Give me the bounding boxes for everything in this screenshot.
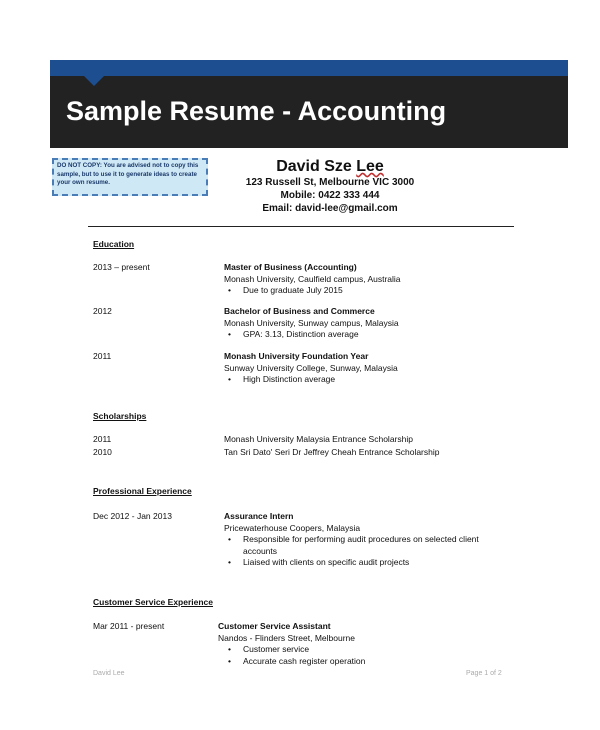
education-entry <box>224 262 514 297</box>
list-item: • Liaised with clients on specific audit projects <box>224 557 514 569</box>
school: Sunway University College, Sunway, Malaysia <box>224 362 398 373</box>
experience-date: Dec 2012 - Jan 2013 <box>93 511 172 521</box>
school: Monash University, Sunway campus, Malaysia <box>224 317 399 328</box>
company: Pricewaterhouse Coopers, Malaysia <box>224 522 361 533</box>
page-title: Sample Resume - Accounting <box>66 96 447 126</box>
job-role: Assurance Intern <box>224 511 294 521</box>
section-title-scholarships: Scholarships <box>93 411 147 421</box>
list-item: • GPA: 3.13, Distinction average <box>224 329 514 341</box>
scholarship-date: 2011 <box>93 434 112 444</box>
job-role: Customer Service Assistant <box>218 621 331 631</box>
scholarship-name: Monash University Malaysia Entrance Scholarship <box>224 434 413 444</box>
education-entry <box>224 351 514 386</box>
first-name: David Sze <box>276 158 352 175</box>
school: Monash University, Caulfield campus, Australia <box>224 273 401 284</box>
scholarship-name: Tan Sri Dato' Seri Dr Jeffrey Cheah Entrance Scholarship <box>224 447 440 457</box>
education-date: 2012 <box>93 306 112 316</box>
experience-date: Mar 2011 - present <box>93 621 165 631</box>
address: 123 Russell St, Melbourne VIC 3000 <box>245 177 415 188</box>
section-title-education: Education <box>93 239 135 249</box>
education-entry <box>224 306 514 341</box>
banner-accent-bar <box>50 60 568 76</box>
experience-entry <box>224 511 514 569</box>
experience-entry <box>218 621 508 667</box>
header-divider <box>88 226 514 227</box>
footer-author: David Lee <box>93 670 125 677</box>
footer-page-number: Page 1 of 2 <box>466 670 502 677</box>
degree: Monash University Foundation Year <box>224 351 369 361</box>
section-title-customer-service: Customer Service Experience <box>93 597 214 607</box>
education-date: 2013 – present <box>93 262 150 272</box>
list-item: • Responsible for performing audit procedures on selected client accounts <box>224 534 514 557</box>
banner-notch <box>84 76 104 86</box>
education-date: 2011 <box>93 351 112 361</box>
list-item: • High Distinction average <box>224 374 514 386</box>
copy-notice: DO NOT COPY: You are advised not to copy this sample, but to use it to generate ideas to create your own resume. <box>52 158 208 196</box>
last-name: Lee <box>356 158 384 175</box>
email: Email: david-lee@gmail.com <box>262 203 398 214</box>
section-title-professional: Professional Experience <box>93 486 192 496</box>
degree: Bachelor of Business and Commerce <box>224 306 375 316</box>
list-item: • Accurate cash register operation <box>224 656 508 668</box>
scholarship-date: 2010 <box>93 447 112 457</box>
list-item: • Customer service <box>224 644 508 656</box>
contact-header <box>200 158 460 215</box>
mobile: Mobile: 0422 333 444 <box>280 190 380 201</box>
company: Nandos - Flinders Street, Melbourne <box>218 632 356 643</box>
candidate-name <box>200 158 460 176</box>
list-item: • Due to graduate July 2015 <box>224 285 514 297</box>
degree: Master of Business (Accounting) <box>224 262 357 272</box>
